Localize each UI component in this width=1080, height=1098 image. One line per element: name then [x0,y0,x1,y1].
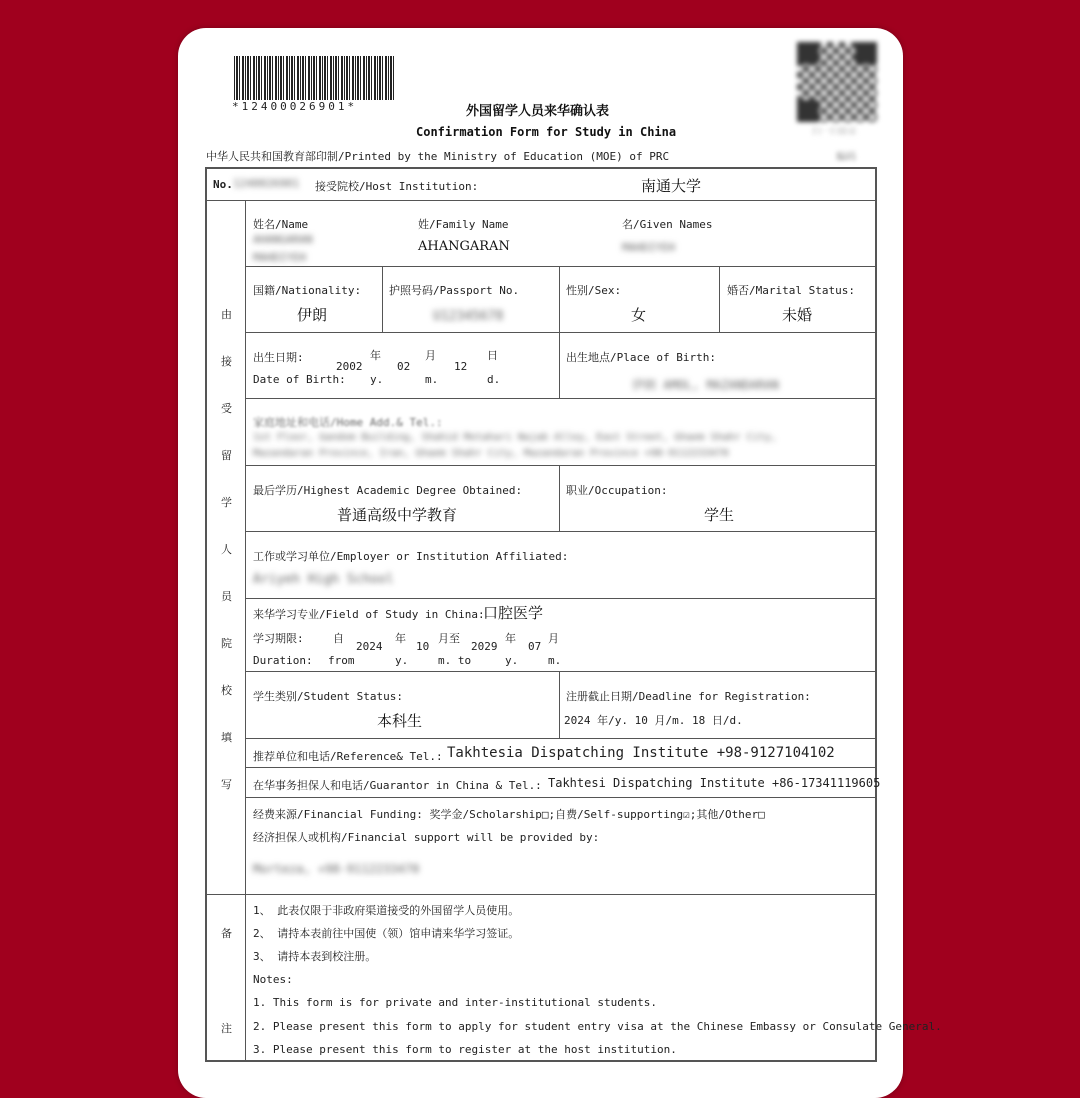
passport-label: 护照号码/Passport No. [389,284,520,297]
end-year: 2029 [471,640,498,653]
start-month: 10 [416,640,430,653]
employer-label: 工作或学习单位/Employer or Institution Affiliated: [253,550,569,563]
name-value-1: AHANGARAN [253,233,313,246]
side-char-2: 接 [221,355,232,368]
note-cn-1: 1、 此表仅限于非政府渠道接受的外国留学人员使用。 [253,904,520,917]
guarantor-value: Takhtesi Dispatching Institute +86-17341119605 [548,776,881,790]
duration-to-en: m. to [438,654,472,667]
confirmation-form-table [205,167,942,1062]
place-of-birth-value: 伊朗 AMOL, MAZANDARAN [632,378,779,392]
home-address-line-1: 1st Floor, Gandom Building, Shahid Motahari Najab Alley, East Street, Ghaem Shahr City, [253,432,777,443]
note-cn-2: 2、 请持本表前往中国使（领）馆申请来华学习签证。 [253,927,520,940]
occupation-value: 学生 [704,506,735,524]
end-month-unit-cn: 月 [548,632,559,645]
duration-from-en: from [328,654,355,667]
end-month: 07 [528,640,542,653]
qr-caption: 扫一扫验证 [812,127,858,137]
side-char-11: 写 [221,778,232,791]
start-year: 2024 [356,640,383,653]
side-char-6: 人 [221,543,232,556]
dob-year: 2002 [336,360,363,373]
dob-label-en: Date of Birth: [253,373,346,386]
deadline-value: 2024 年/y. 10 月/m. 18 日/d. [564,714,743,727]
remarks-char-1: 备 [221,927,232,940]
end-year-unit-cn: 年 [505,632,516,645]
no-value: 1240026901 [233,177,300,190]
given-names-label: 名/Given Names [622,218,713,231]
printed-by: 中华人民共和国教育部印制/Printed by the Ministry of Education (MOE) of PRC [206,150,670,163]
dob-day-unit-cn: 日 [487,349,498,362]
duration-from-cn: 自 [333,632,344,645]
reference-label: 推荐单位和电话/Reference& Tel.: [253,750,443,763]
employer-value: Ariyeh High School [253,572,394,587]
financial-support-value: Morteza, +98-9112233470 [253,862,420,876]
code-label: 编码 [836,152,856,163]
degree-label: 最后学历/Highest Academic Degree Obtained: [253,484,523,497]
dob-day-unit-en: d. [487,373,501,386]
student-status-value: 本科生 [377,712,423,730]
passport-value: U12345678 [433,309,504,324]
title-chinese: 外国留学人员来华确认表 [466,104,610,119]
dob-month: 02 [397,360,411,373]
dob-month-unit-en: m. [425,373,439,386]
side-char-8: 院 [221,637,232,650]
guarantor-label: 在华事务担保人和电话/Guarantor in China & Tel.: [253,779,542,792]
end-month-unit-en: m. [548,654,562,667]
occupation-label: 职业/Occupation: [566,484,668,497]
notes-heading: Notes: [253,973,293,986]
field-of-study-value: 口腔医学 [483,604,544,622]
student-status-label: 学生类别/Student Status: [253,690,403,703]
dob-year-unit-cn: 年 [370,349,381,362]
dob-year-unit-en: y. [370,373,384,386]
deadline-label: 注册截止日期/Deadline for Registration: [566,690,811,703]
duration-label-en: Duration: [253,654,313,667]
dob-month-unit-cn: 月 [425,349,436,362]
side-char-5: 学 [221,496,232,509]
note-cn-3: 3、 请持本表到校注册。 [253,950,377,963]
barcode [234,56,394,100]
end-year-unit-en: y. [505,654,519,667]
note-en-2: 2. Please present this form to apply for student entry visa at the Chinese Embassy or Consulate General. [253,1020,942,1033]
financial-support-label: 经济担保人或机构/Financial support will be provided by: [253,831,600,844]
financial-funding: 经费来源/Financial Funding: 奖学金/Scholarship□;自费/Self-supporting☑;其他/Other□ [253,808,765,821]
side-char-1: 由 [221,308,232,321]
side-char-10: 填 [221,731,232,744]
family-name-value: AHANGARAN [418,239,510,254]
sex-label: 性别/Sex: [566,284,622,297]
dob-day: 12 [454,360,468,373]
dob-label-cn: 出生日期: [253,351,304,364]
side-char-9: 校 [221,684,232,697]
name-label: 姓名/Name [253,218,309,231]
home-address-line-2: Mazandaran Province, Iran, Ghaem Shahr City, Mazandaran Province +98-9112233470 [253,448,729,459]
degree-value: 普通高级中学教育 [337,506,458,524]
side-char-7: 员 [221,590,232,603]
place-of-birth-label: 出生地点/Place of Birth: [566,351,716,364]
field-of-study-label: 来华学习专业/Field of Study in China: [253,608,485,621]
marital-status-label: 婚否/Marital Status: [727,284,855,297]
host-institution-value: 南通大学 [641,177,702,195]
no-label: No. [213,178,233,191]
host-institution-label: 接受院校/Host Institution: [315,180,479,193]
side-char-4: 留 [221,449,232,462]
qr-code [797,42,877,122]
note-en-1: 1. This form is for private and inter-institutional students. [253,996,657,1009]
name-value-2: MAHDIYEH [253,251,306,264]
duration-label-cn: 学习期限: [253,632,304,645]
start-year-unit-en: y. [395,654,409,667]
reference-value: Takhtesia Dispatching Institute +98-9127104102 [447,745,835,761]
remarks-char-2: 注 [221,1022,232,1035]
start-year-unit-cn: 年 [395,632,406,645]
barcode-number: *12400026901* [232,100,358,113]
home-address-label: 家庭地址和电话/Home Add.& Tel.: [253,416,443,429]
family-name-label: 姓/Family Name [418,218,509,231]
sex-value: 女 [631,306,647,324]
given-names-value: MAHDIYEH [622,241,675,254]
side-char-3: 受 [221,402,232,415]
nationality-label: 国籍/Nationality: [253,284,362,297]
note-en-3: 3. Please present this form to register at the host institution. [253,1043,677,1056]
duration-to-cn: 月至 [438,632,460,645]
title-english: Confirmation Form for Study in China [416,125,677,139]
marital-status-value: 未婚 [782,306,813,324]
nationality-value: 伊朗 [297,306,328,324]
